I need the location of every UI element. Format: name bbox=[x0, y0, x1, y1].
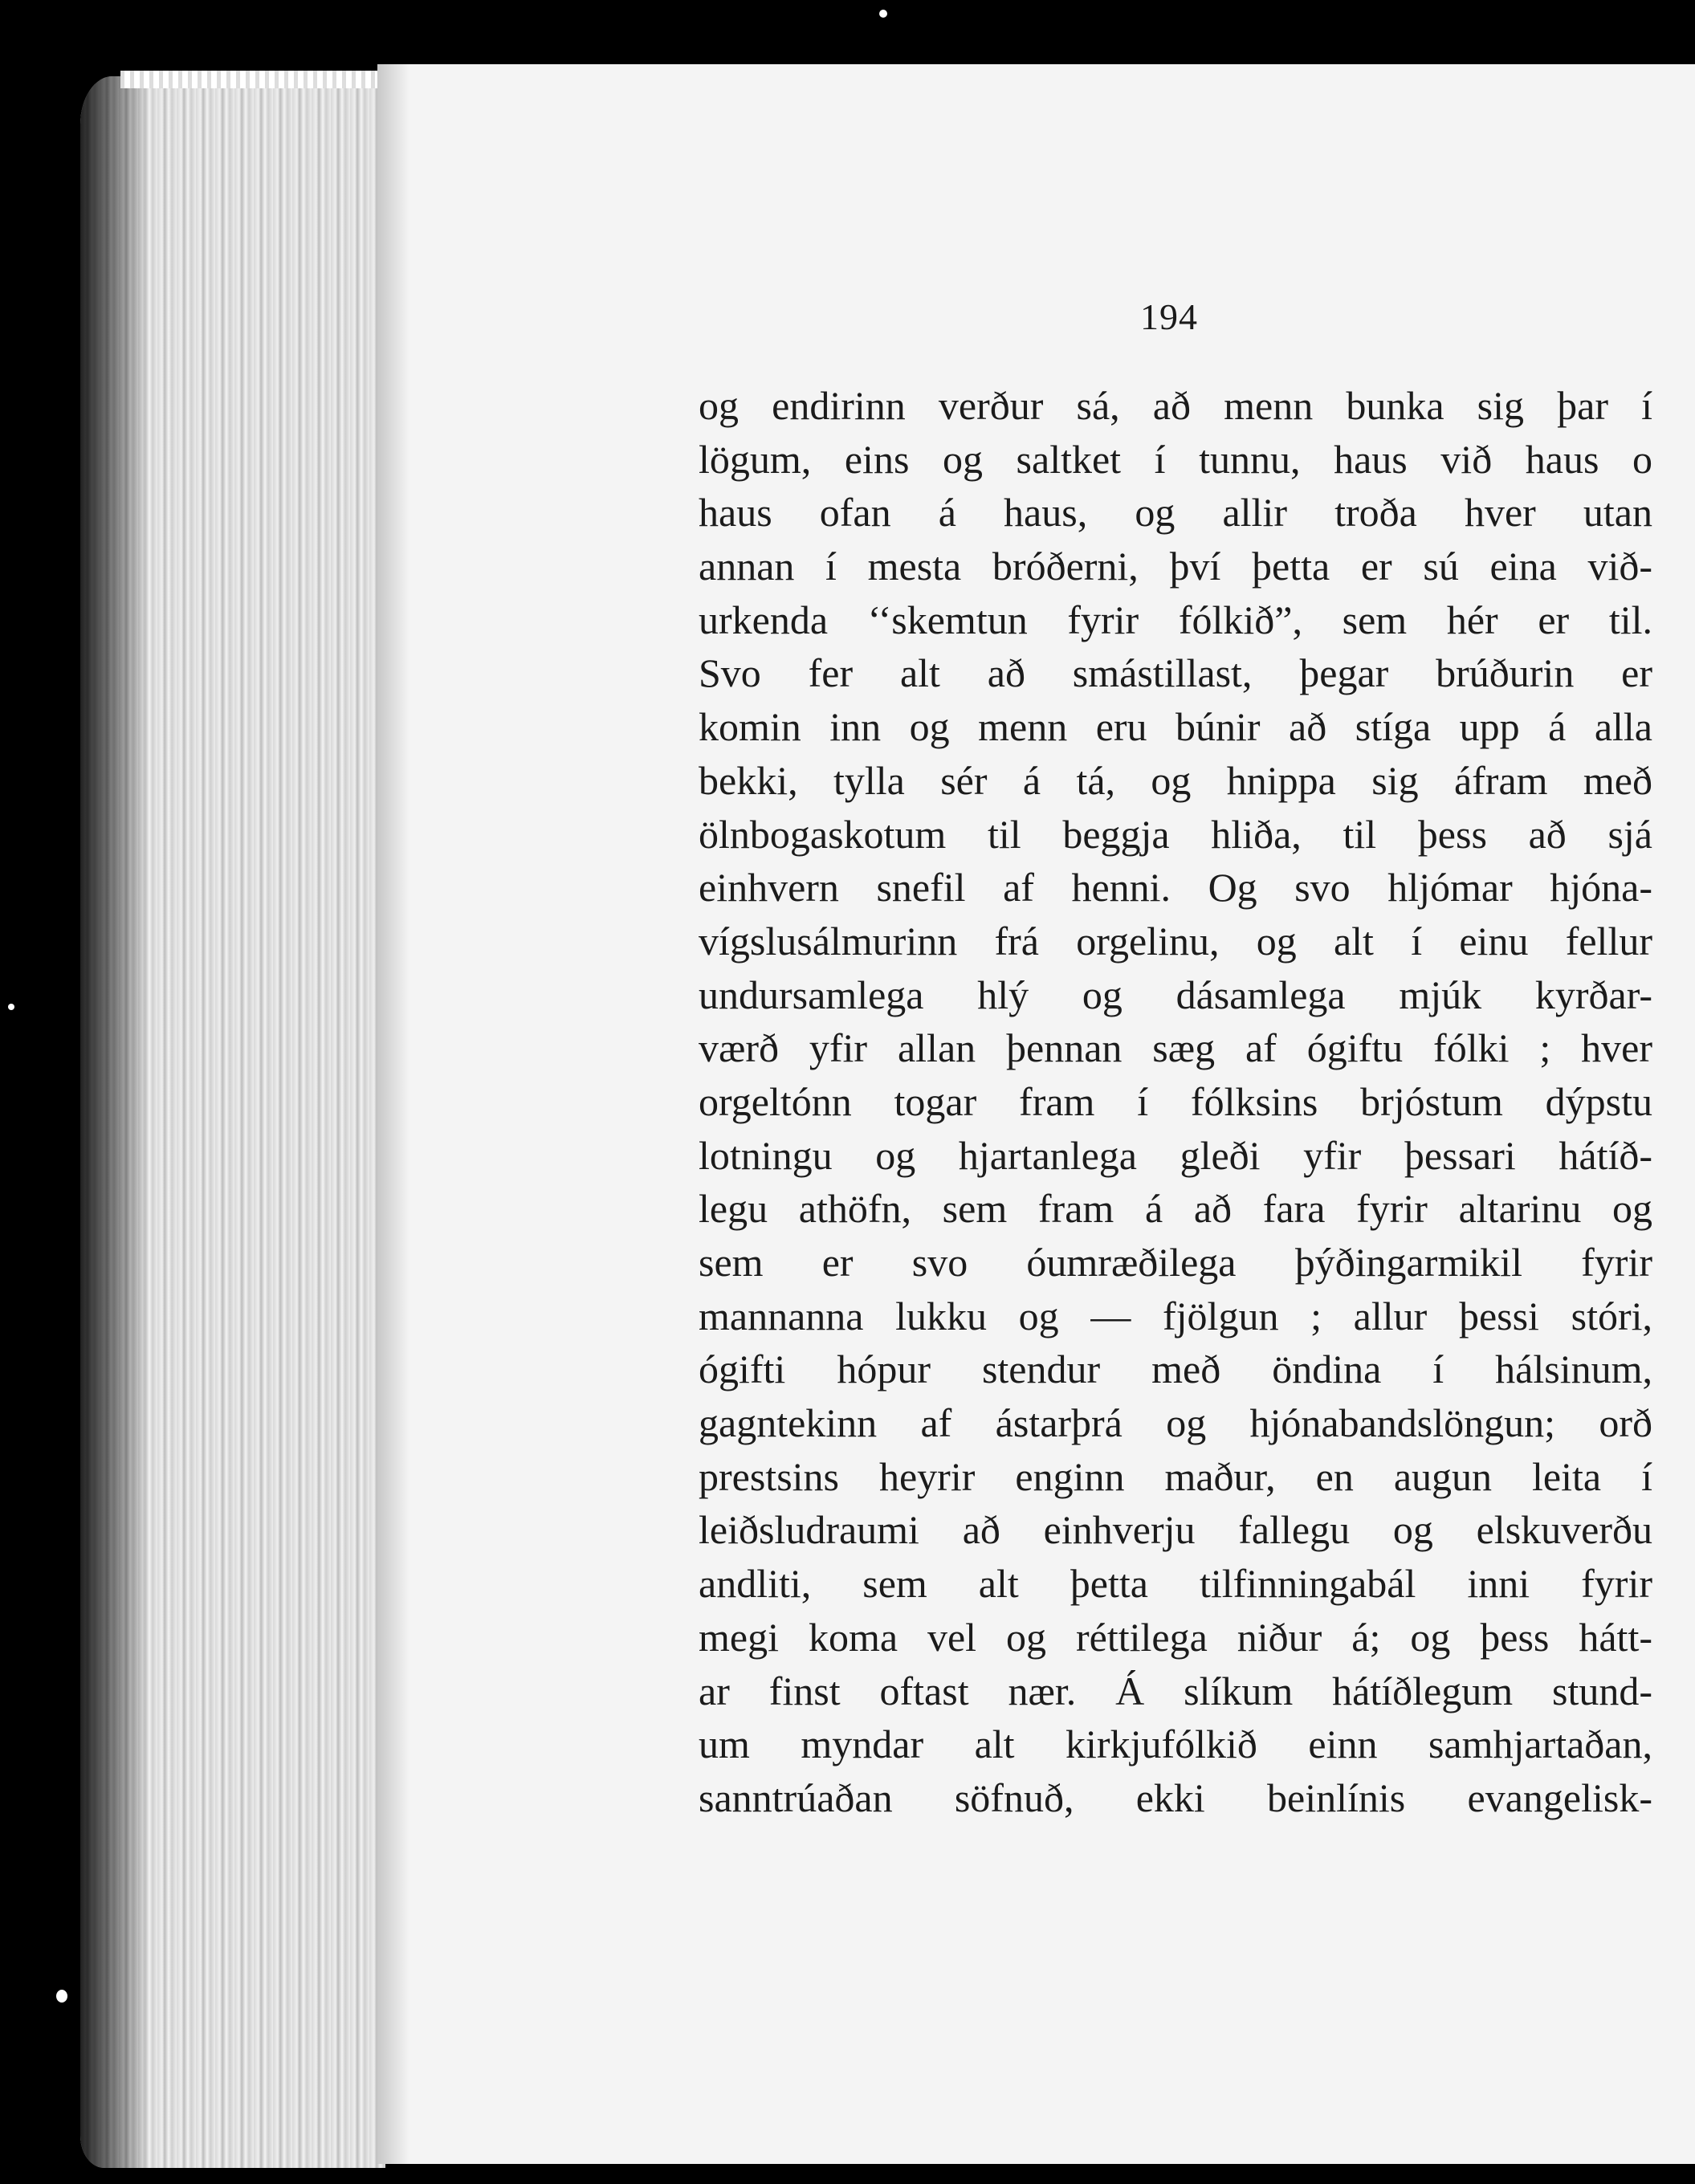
text-line: leiðsludraumi að einhverju fallegu og elskuverðu bbox=[699, 1507, 1652, 1553]
text-line: og endirinn verður sá, að menn bunka sig þar í bbox=[699, 383, 1652, 428]
text-line: haus ofan á haus, og allir troða hver utan bbox=[699, 490, 1652, 536]
text-line: sem er svo óumræðilega þýðingarmikil fyrir bbox=[699, 1240, 1652, 1285]
text-line: um myndar alt kirkjufólkið einn samhjartaðan, bbox=[699, 1722, 1652, 1767]
text-line: annan í mesta bróðerni, því þetta er sú eina við- bbox=[699, 544, 1652, 589]
page-number: 194 bbox=[1140, 296, 1198, 337]
text-line: orgeltónn togar fram í fólksins brjóstum dýpstu bbox=[699, 1078, 1652, 1124]
text-line: legu athöfn, sem fram á að fara fyrir altarinu og bbox=[699, 1186, 1652, 1232]
text-line: vígslusálmurinn frá orgelinu, og alt í einu fellur bbox=[699, 918, 1652, 964]
text-line: megi koma vel og réttilega niður á; og þess hátt- bbox=[699, 1614, 1652, 1660]
page-edges-top bbox=[120, 71, 385, 88]
text-line: sanntrúaðan söfnuð, ekki beinlínis evangelisk- bbox=[699, 1774, 1652, 1820]
text-line: mannanna lukku og — fjölgun ; allur þessi stóri, bbox=[699, 1293, 1652, 1339]
text-line: gagntekinn af ástarþrá og hjónabandslöngun; orð bbox=[699, 1400, 1652, 1446]
scan-speck bbox=[8, 1004, 14, 1010]
scan-speck bbox=[879, 10, 887, 18]
text-line: lotningu og hjartanlega gleði yfir þessari hátíð- bbox=[699, 1132, 1652, 1178]
text-line: Svo fer alt að smástillast, þegar brúðurin er bbox=[699, 650, 1652, 696]
text-line: komin inn og menn eru búnir að stíga upp á alla bbox=[699, 704, 1652, 750]
text-line: undursamlega hlý og dásamlega mjúk kyrðar- bbox=[699, 972, 1652, 1017]
text-line: einhvern snefil af henni. Og svo hljómar hjóna- bbox=[699, 865, 1652, 911]
gutter-shadow bbox=[377, 64, 409, 2164]
text-line: bekki, tylla sér á tá, og hnippa sig áfram með bbox=[699, 757, 1652, 803]
text-line: ar finst oftast nær. Á slíkum hátíðlegum stund- bbox=[699, 1668, 1652, 1713]
text-line: lögum, eins og saltket í tunnu, haus við haus o bbox=[699, 436, 1652, 482]
body-text bbox=[699, 379, 1652, 1825]
text-line: urkenda ‘‘skemtun fyrir fólkið”, sem hér er til. bbox=[699, 597, 1652, 642]
page-edges bbox=[80, 76, 385, 2168]
text-line: værð yfir allan þennan sæg af ógiftu fólki ; hver bbox=[699, 1025, 1652, 1071]
text-line: andliti, sem alt þetta tilfinningabál inni fyrir bbox=[699, 1561, 1652, 1607]
text-line: prestsins heyrir enginn maður, en augun leita í bbox=[699, 1453, 1652, 1499]
text-line: ógifti hópur stendur með öndina í hálsinum, bbox=[699, 1347, 1652, 1392]
text-line: ölnbogaskotum til beggja hliða, til þess að sjá bbox=[699, 811, 1652, 857]
scan-speck bbox=[56, 1990, 67, 2003]
